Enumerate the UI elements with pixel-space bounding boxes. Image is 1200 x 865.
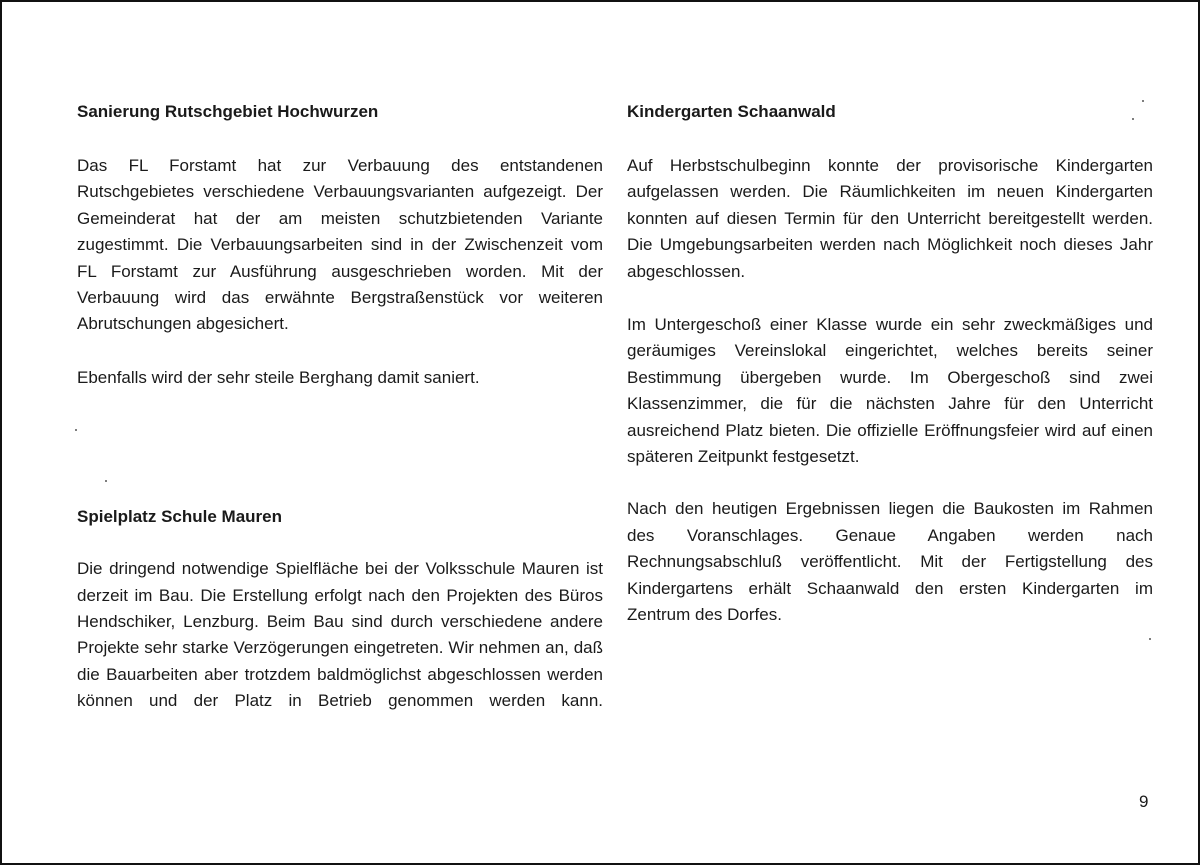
right-column <box>627 102 1153 629</box>
scan-speck <box>1132 118 1134 120</box>
heading-sanierung-rutschgebiet: Sanierung Rutschgebiet Hochwurzen <box>77 102 379 121</box>
page-number: 9 <box>1139 792 1149 811</box>
paragraph-verbauung: Das FL Forstamt hat zur Verbauung des entstandenen Rutschgebietes verschiedene Verbauungsvarianten aufgezeigt. Der Gemeinderat hat der am meisten schutzbietenden Variante zugestimmt. Die Verbauungsarbeiten sind in der Zwischenzeit vom FL Forstamt zur Ausführung ausgeschrieben worden. Mit der Verbauung wird das erwähnte Bergstraßenstück vor weiteren Abrutschungen abgesichert. <box>77 156 603 334</box>
scan-speck <box>75 429 77 431</box>
paragraph-untergeschoss: Im Untergeschoß einer Klasse wurde ein sehr zweckmäßiges und geräumiges Vereinslokal eingerichtet, welches bereits seiner Bestimmung übergeben wurde. Im Obergeschoß sind zwei Klassenzimmer, die für die nächsten Jahre für den Unterricht ausreichend Platz bieten. Die offizielle Eröffnungsfeier wird auf einen späteren Zeitpunkt festgesetzt. <box>627 315 1153 467</box>
scan-speck <box>105 480 107 482</box>
heading-kindergarten-schaanwald: Kindergarten Schaanwald <box>627 102 836 121</box>
paragraph-herbstschulbeginn: Auf Herbstschulbeginn konnte der provisorische Kindergarten aufgelassen werden. Die Räumlichkeiten im neuen Kindergarten konnten auf diesen Termin für den Unterricht bereitgestellt werden. Die Umgebungsarbeiten werden nach Möglichkeit noch dieses Jahr abgeschlossen. <box>627 156 1153 281</box>
paragraph-berghang: Ebenfalls wird der sehr steile Berghang damit saniert. <box>77 367 480 387</box>
left-column <box>77 102 603 715</box>
paragraph-baukosten: Nach den heutigen Ergebnissen liegen die Baukosten im Rahmen des Voranschlages. Genaue Angaben werden nach Rechnungsabschluß veröffentlicht. Mit der Fertigstellung des Kindergartens erhält Schaanwald den ersten Kindergarten im Zentrum des Dorfes. <box>627 499 1153 625</box>
scan-speck <box>1142 100 1144 102</box>
paragraph-spielflaeche: Die dringend notwendige Spielfläche bei der Volksschule Mauren ist derzeit im Bau. Die Erstellung erfolgt nach den Projekten des Büros Hendschiker, Lenzburg. Beim Bau sind durch verschiedene andere Projekte sehr starke Verzögerungen eingetreten. Wir nehmen an, daß die Bauarbeiten aber trotzdem baldmöglichst abgeschlossen werden können und der Platz in Betrieb genommen werden kann. <box>77 559 603 711</box>
scan-speck <box>1149 638 1151 640</box>
heading-spielplatz-mauren: Spielplatz Schule Mauren <box>77 507 282 527</box>
